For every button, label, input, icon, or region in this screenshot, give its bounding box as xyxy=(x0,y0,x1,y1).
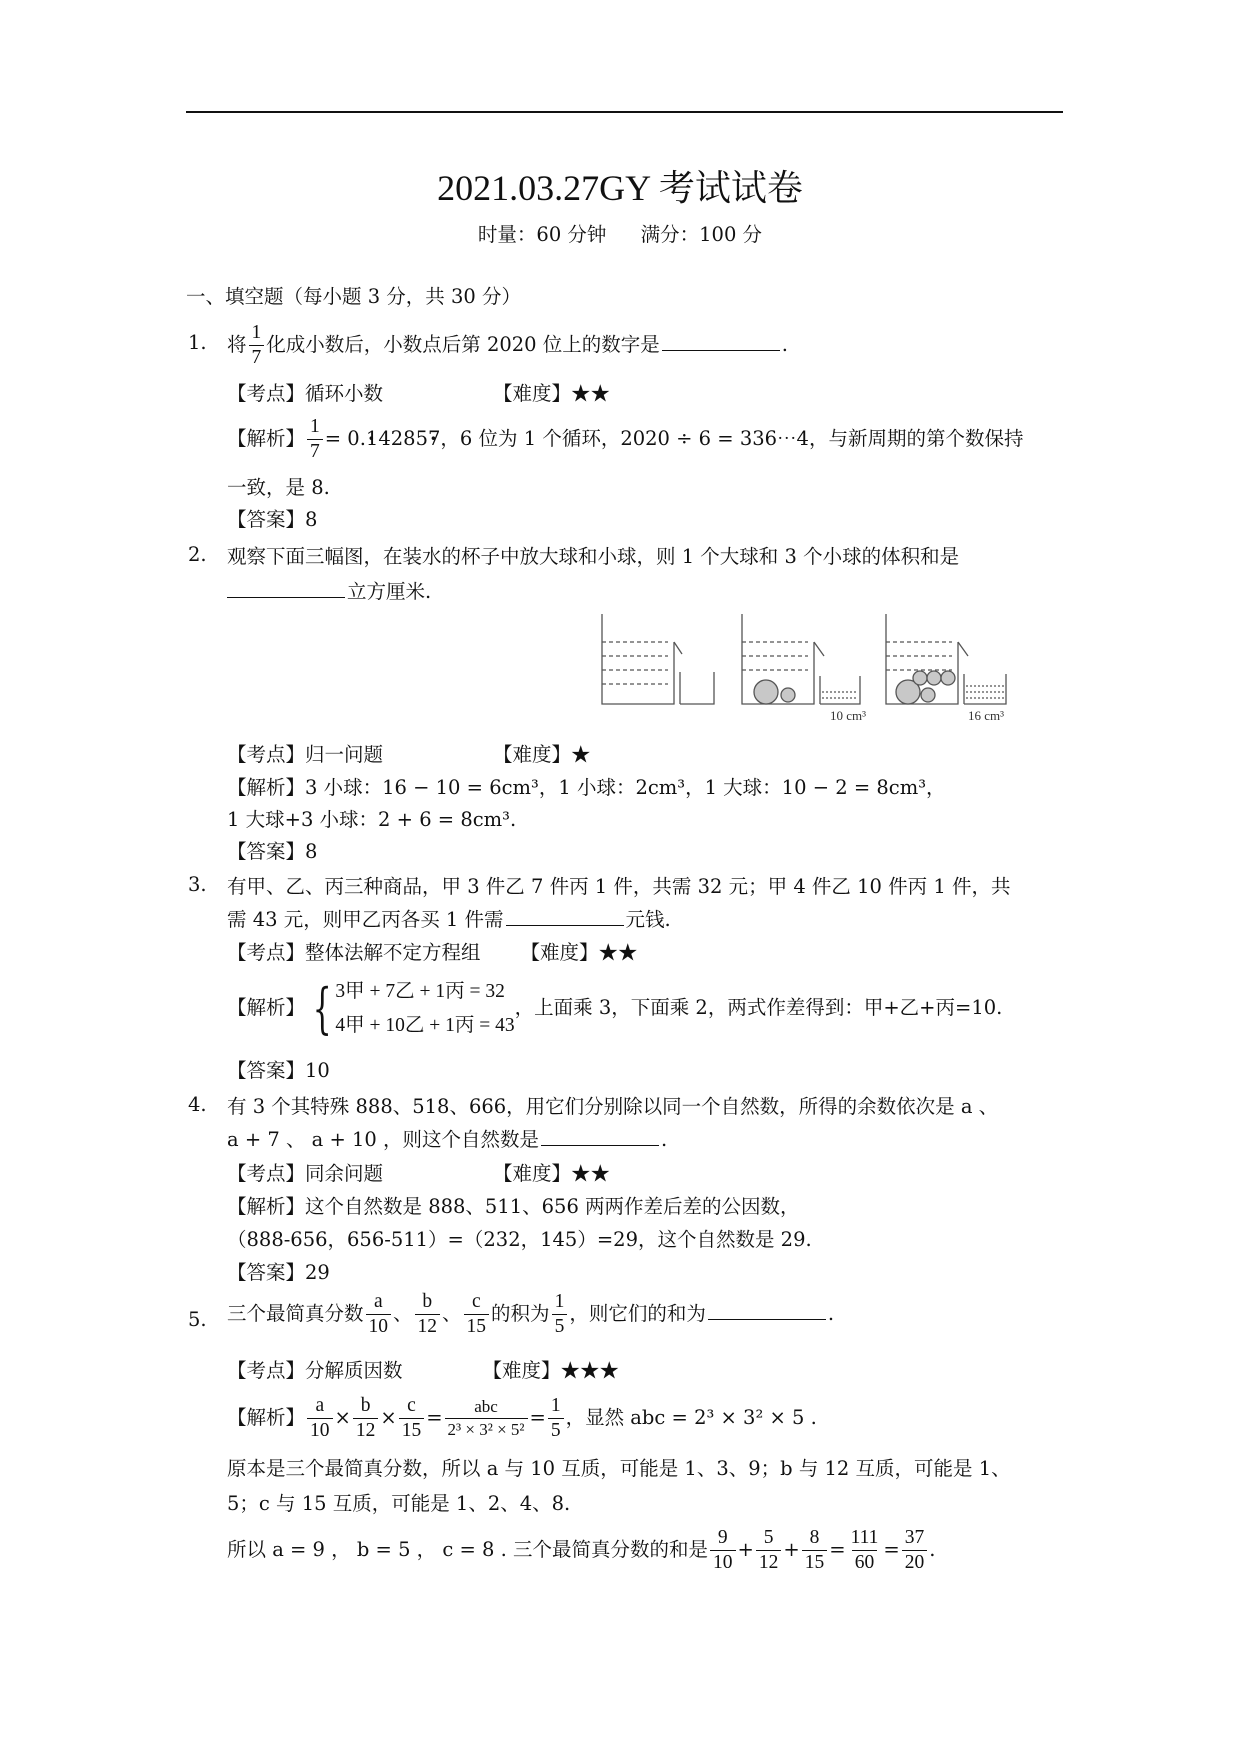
q1-fraction: $\frac{1}{7}$ xyxy=(249,323,265,369)
q5-analysis-2: 原本是三个最简真分数，所以 a 与 10 互质，可能是 1、3、9；b 与 12 互质，可能是 1、 xyxy=(227,1457,1011,1480)
q3-answer-blank[interactable] xyxy=(506,907,624,926)
q2-stem-line1: 观察下面三幅图，在装水的杯子中放大球和小球，则 1 个大球和 3 个小球的体积和是 xyxy=(227,545,960,568)
section-heading: 一、填空题（每小题 3 分，共 30 分） xyxy=(186,285,522,308)
q1-stem: 将 $\frac{1}{7}$ 化成小数后，小数点后第 2020 位上的数字是 . xyxy=(227,321,788,368)
q2-nandu: 【难度】★ xyxy=(493,743,591,766)
q4-stem-line1: 有 3 个其特殊 888、518、666，用它们分别除以同一个自然数，所得的余数依次是 a 、 xyxy=(227,1095,999,1118)
q2-analysis-1: 【解析】3 小球：16 − 10 = 6cm³，1 小球：2cm³，1 大球：10 − 2 = 8cm³， xyxy=(227,776,946,799)
q1-number: 1. xyxy=(188,331,207,354)
q1-meta xyxy=(227,380,610,408)
q4-analysis-2: （888-656，656-511）=（232，145）=29，这个自然数是 29. xyxy=(227,1228,812,1251)
q5-analysis-1: 【解析】 $\frac{a}{10}$ × $\frac{b}{12}$ × $\frac{c}{15}$ = $\frac{\text{abc}}{\text{2³ × 3² × 5²}}$ = $\frac{1}{5}$ ，显然 abc = 2³ × 3² × 5 . xyxy=(227,1394,817,1441)
q4-number: 4. xyxy=(188,1093,207,1116)
q3-nandu: 【难度】★★ xyxy=(520,941,638,964)
q5-answer-blank[interactable] xyxy=(708,1301,826,1320)
q2-fig-label-1: 10 cm³ xyxy=(830,708,867,722)
q3-kaodian: 【考点】整体法解不定方程组 xyxy=(227,941,481,964)
q4-analysis-1: 【解析】这个自然数是 888、511、656 两两作差后差的公因数， xyxy=(227,1195,800,1218)
q1-analysis-cont: 一致，是 8. xyxy=(227,476,330,499)
q4-answer: 【答案】29 xyxy=(227,1261,330,1284)
q1-answer: 【答案】8 xyxy=(227,508,318,531)
full-score: 满分：100 分 xyxy=(640,223,763,246)
q2-meta xyxy=(227,741,591,769)
q4-meta xyxy=(227,1160,610,1188)
q2-figure xyxy=(598,612,1018,722)
q3-meta xyxy=(227,939,638,967)
q2-stem-line2: 立方厘米. xyxy=(227,578,431,606)
q5-kaodian: 【考点】分解质因数 xyxy=(227,1359,403,1382)
q3-stem-line1: 有甲、乙、丙三种商品，甲 3 件乙 7 件丙 1 件，共需 32 元；甲 4 件乙 10 件丙 1 件，共 xyxy=(227,875,1011,898)
q4-nandu: 【难度】★★ xyxy=(493,1162,611,1185)
q1-nandu: 【难度】★★ xyxy=(493,382,611,405)
header-rule xyxy=(186,111,1063,113)
q1-analysis: 【解析】 $\frac{1}{7}$ = 0.1 ·42857 ·，6 位为 1 个循环，2020 ÷ 6 = 336⋯4，与新周期的第个数保持 xyxy=(227,414,1023,464)
q1-answer-blank[interactable] xyxy=(662,332,780,351)
q5-analysis-4: 所以 a = 9 ， b = 5 ， c = 8 . 三个最简真分数的和是 $\frac{9}{10}$ + $\frac{5}{12}$ + $\frac{8}{15}$ = $\frac{111}{60}$ = $\frac{37}{20}$ . xyxy=(227,1526,936,1573)
exam-meta xyxy=(0,219,1240,247)
q4-answer-blank[interactable] xyxy=(541,1127,659,1146)
page-title: 2021.03.27GY 考试试卷 xyxy=(437,168,803,208)
q3-number: 3. xyxy=(188,873,207,896)
q2-analysis-2: 1 大球+3 小球：2 + 6 = 8cm³. xyxy=(227,808,517,831)
q3-stem-line2: 需 43 元，则甲乙丙各买 1 件需 元钱. xyxy=(227,908,671,931)
q3-equation-system: 3甲 + 7乙 + 1丙 = 32 4甲 + 10乙 + 1丙 = 43 xyxy=(335,980,515,1036)
q3-analysis: 【解析】 { 3甲 + 7乙 + 1丙 = 32 4甲 + 10乙 + 1丙 = 43 ，上面乘 3，下面乘 2，两式作差得到：甲+乙+丙=10. xyxy=(227,972,1002,1044)
q3-answer: 【答案】10 xyxy=(227,1059,330,1082)
q5-number: 5. xyxy=(188,1308,207,1331)
q2-answer-blank[interactable] xyxy=(227,579,345,598)
time-limit: 时量：60 分钟 xyxy=(477,223,607,246)
q2-kaodian: 【考点】归一问题 xyxy=(227,743,384,766)
q4-stem-line2: a + 7 、 a + 10 ，则这个自然数是 . xyxy=(227,1128,668,1151)
q4-kaodian: 【考点】同余问题 xyxy=(227,1162,384,1185)
q5-meta xyxy=(227,1357,619,1385)
q1-kaodian: 【考点】循环小数 xyxy=(227,382,384,405)
q2-number: 2. xyxy=(188,543,207,566)
q5-stem: 三个最简真分数 $\frac{a}{10}$ 、 $\frac{b}{12}$ 、 $\frac{c}{15}$ 的积为 $\frac{1}{5}$ ，则它们的和为 . xyxy=(227,1290,835,1337)
q2-fig-label-2: 16 cm³ xyxy=(968,708,1005,722)
q5-analysis-3: 5；c 与 15 互质，可能是 1、2、4、8. xyxy=(227,1492,571,1515)
q5-nandu: 【难度】★★★ xyxy=(482,1359,620,1382)
q2-answer: 【答案】8 xyxy=(227,840,318,863)
